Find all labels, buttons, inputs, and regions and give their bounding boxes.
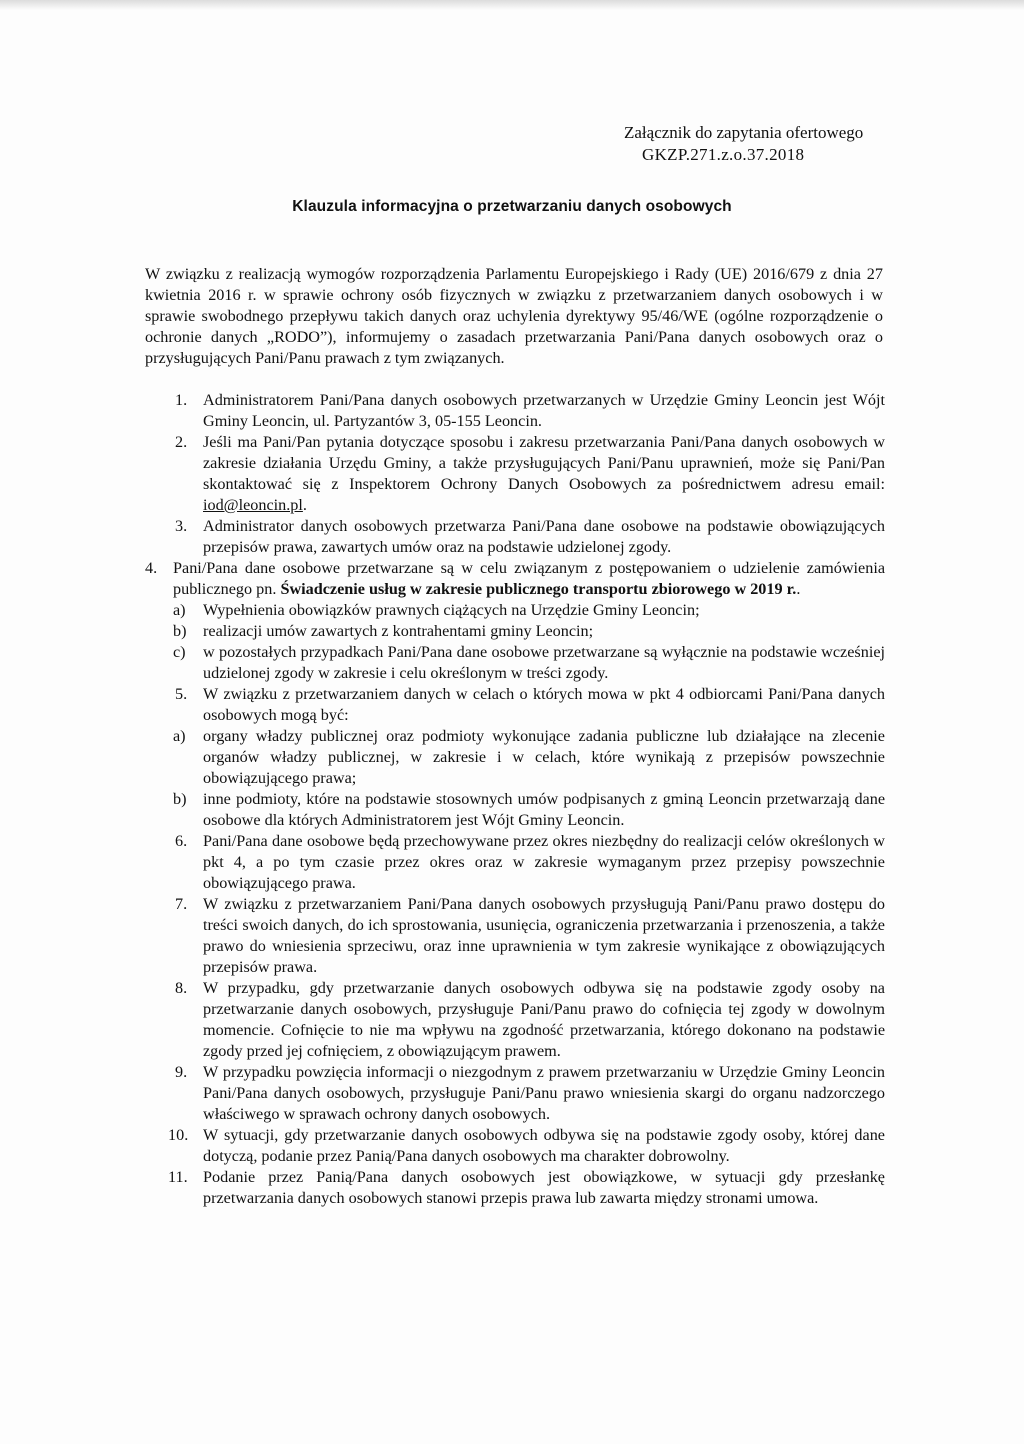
- list-item-6: [145, 831, 885, 894]
- item-number: 11.: [168, 1168, 188, 1186]
- document-title: Klauzula informacyjna o przetwarzaniu danych osobowych: [292, 198, 732, 215]
- item-text: W związku z przetwarzaniem danych w celach o których mowa w pkt 4 odbiorcami Pani/Pana danych osobowych mogą być:: [203, 685, 885, 724]
- list-item-7: [145, 894, 885, 978]
- attachment-header: [620, 122, 920, 166]
- item-text: organy władzy publicznej oraz podmioty wykonujące zadania publiczne lub działające na zlecenie organów władzy publicznej, w zakresie i w celach, które wynikają z przepisów powszechnie obowiązującego prawa;: [203, 727, 885, 787]
- procurement-name: Świadczenie usług w zakresie publicznego transportu zbiorowego w 2019 r.: [280, 580, 797, 598]
- item-number: 1.: [175, 391, 188, 409]
- list-item-4a: [145, 600, 885, 621]
- intro-paragraph: W związku z realizacją wymogów rozporządzenia Parlamentu Europejskiego i Rady (UE) 2016/679 z dnia 27 kwietnia 2016 r. w sprawie ochrony osób fizycznych w związku z przetwarzaniem danych osobowych i w sprawie swobodnego przepływu takich danych oraz uchylenia dyrektywy 95/46/WE (ogólne rozporządzenie o ochronie danych „RODO”), informujemy o zasadach przetwarzania Pani/Pana danych osobowych oraz o przysługujących Pani/Panu prawach z tym związanych.: [145, 265, 883, 367]
- item-text: inne podmioty, które na podstawie stosownych umów podpisanych z gminą Leoncin przetwarzają dane osobowe dla których Administratorem jest Wójt Gminy Leoncin.: [203, 790, 885, 829]
- item-number: 9.: [175, 1063, 188, 1081]
- item-text: Administrator danych osobowych przetwarza Pani/Pana dane osobowe na podstawie obowiązujących przepisów prawa, zawartych umów oraz na podstawie udzielonej zgody.: [203, 517, 885, 556]
- item-text-main: Jeśli ma Pani/Pan pytania dotyczące sposobu i zakresu przetwarzania Pani/Pana danych osobowych w zakresie działania Urzędu Gminy, a także przysługujących Pani/Panu uprawnień, może się Pani/Pan skontaktować się z Inspektorem Ochrony Danych Osobowych za pośrednictwem adresu email:: [203, 433, 885, 493]
- list-item-5b: [145, 789, 885, 831]
- item-text: W sytuacji, gdy przetwarzanie danych osobowych odbywa się na podstawie zgody osoby, której dane dotyczą, podanie przez Panią/Pana danych osobowych ma charakter dobrowolny.: [203, 1126, 885, 1165]
- item-number: 2.: [175, 433, 188, 451]
- item-text: Wypełnienia obowiązków prawnych ciążących na Urzędzie Gminy Leoncin;: [203, 601, 700, 619]
- list-item-4b: [145, 621, 885, 642]
- item-text-end: .: [796, 580, 801, 598]
- item-text: Administratorem Pani/Pana danych osobowych przetwarzanych w Urzędzie Gminy Leoncin jest Wójt Gminy Leoncin, ul. Partyzantów 3, 05-155 Leoncin.: [203, 391, 885, 430]
- list-item-10: [145, 1125, 885, 1167]
- list-item-8: [145, 978, 885, 1062]
- item-text: W przypadku, gdy przetwarzanie danych osobowych odbywa się na podstawie zgody osoby na przetwarzanie danych osobowych, przysługuje Pani/Panu prawo do cofnięcia tej zgody w dowolnym momencie. Cofnięcie to nie ma wpływu na zgodność przetwarzania, którego dokonano na podstawie zgody przed jej cofnięciem, z obowiązującym prawem.: [203, 979, 885, 1060]
- scan-edge: [0, 0, 1024, 10]
- item-number: 3.: [175, 517, 188, 535]
- list-item-9: [145, 1062, 885, 1125]
- item-text: Podanie przez Panią/Pana danych osobowych jest obowiązkowe, w sytuacji gdy przesłankę przetwarzania danych osobowych stanowi przepis prawa lub zawarta między stronami umowa.: [203, 1168, 885, 1207]
- clause-list: [145, 390, 885, 1209]
- list-item-3: [145, 516, 885, 558]
- item-letter: c): [173, 643, 186, 661]
- item-text: Pani/Pana dane osobowe będą przechowywane przez okres niezbędny do realizacji celów określonych w pkt 4, a po tym czasie przez okres oraz w zakresie wymaganym przez przepisy powszechnie obowiązującego prawa.: [203, 832, 885, 892]
- item-text: W przypadku powzięcia informacji o niezgodnym z prawem przetwarzaniu w Urzędzie Gminy Leoncin Pani/Pana danych osobowych, przysługuje Pani/Panu prawo wniesienia skargi do organu nadzorczego właściwego w sprawach ochrony danych osobowych.: [203, 1063, 885, 1123]
- list-item-4c: [145, 642, 885, 684]
- reference-number: GKZP.271.z.o.37.2018: [642, 145, 805, 164]
- item-text-end: .: [302, 496, 307, 514]
- item-letter: a): [173, 727, 186, 745]
- item-letter: b): [173, 790, 187, 808]
- item-text: [203, 432, 885, 516]
- item-text: realizacji umów zawartych z kontrahentami gminy Leoncin;: [203, 622, 594, 640]
- item-text: [173, 558, 885, 600]
- item-letter: b): [173, 622, 187, 640]
- item-text: W związku z przetwarzaniem Pani/Pana danych osobowych przysługują Pani/Panu prawo dostępu do treści swoich danych, do ich sprostowania, usunięcia, ograniczenia przetwarzania i przenoszenia, a także prawo do wniesienia sprzeciwu, oraz inne uprawnienia w tym zakresie wynikające z obowiązujących przepisów prawa.: [203, 895, 885, 976]
- item-text-main: Pani/Pana dane osobowe przetwarzane są w celu związanym z postępowaniem o udzielenie zamówienia publicznego pn.: [173, 559, 885, 598]
- item-number: 10.: [168, 1126, 189, 1144]
- item-number: 6.: [175, 832, 188, 850]
- attachment-label: Załącznik do zapytania ofertowego: [624, 123, 864, 142]
- item-text: w pozostałych przypadkach Pani/Pana dane osobowe przetwarzane są wyłącznie na podstawie wcześniej udzielonej zgody w zakresie i celu określonym w treści zgody.: [203, 643, 885, 682]
- item-number: 5.: [175, 685, 188, 703]
- list-item-4: [145, 558, 885, 600]
- list-item-5: [145, 684, 885, 726]
- item-number: 4.: [145, 559, 158, 577]
- item-number: 8.: [175, 979, 188, 997]
- item-number: 7.: [175, 895, 188, 913]
- list-item-11: [145, 1167, 885, 1209]
- email-link[interactable]: iod@leoncin.pl: [203, 496, 303, 514]
- list-item-1: [145, 390, 885, 432]
- item-letter: a): [173, 601, 186, 619]
- list-item-5a: [145, 726, 885, 789]
- list-item-2: [145, 432, 885, 516]
